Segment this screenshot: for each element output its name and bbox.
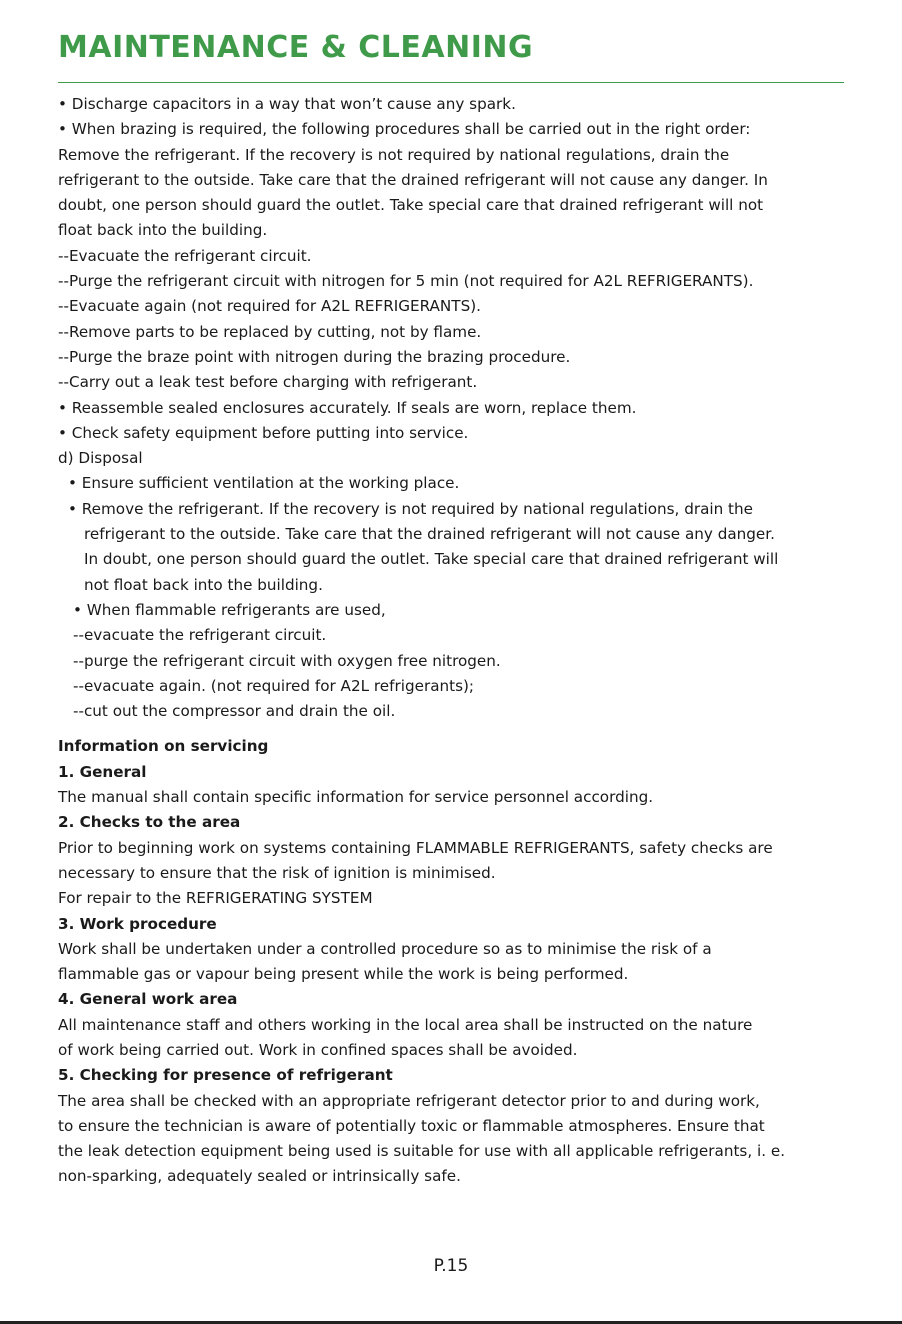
text-line: --purge the refrigerant circuit with oxygen free nitrogen.	[73, 651, 501, 670]
heading-checking-for-refrigerant: 5. Checking for presence of refrigerant	[58, 1066, 393, 1085]
text-line: • Remove the refrigerant. If the recovery is not required by national regulations, drain the	[68, 499, 753, 518]
text-line: --Carry out a leak test before charging with refrigerant.	[58, 373, 478, 392]
text-line: --evacuate again. (not required for A2L refrigerants);	[73, 676, 475, 695]
text-line: The manual shall contain specific information for service personnel according.	[58, 788, 654, 807]
text-line: • Check safety equipment before putting into service.	[58, 423, 469, 442]
text-line: --cut out the compressor and drain the oil.	[73, 702, 396, 721]
text-line: refrigerant to the outside. Take care that the drained refrigerant will not cause any danger.	[84, 525, 775, 544]
text-line: • Ensure sufficient ventilation at the working place.	[68, 474, 460, 493]
text-line: --evacuate the refrigerant circuit.	[73, 626, 327, 645]
text-line: Work shall be undertaken under a controlled procedure so as to minimise the risk of a	[58, 939, 712, 958]
page-number: P.15	[433, 1256, 469, 1276]
text-line: • Reassemble sealed enclosures accurately. If seals are worn, replace them.	[58, 398, 637, 417]
text-line: Prior to beginning work on systems containing FLAMMABLE REFRIGERANTS, safety checks are	[58, 838, 773, 857]
text-line: of work being carried out. Work in confined spaces shall be avoided.	[58, 1040, 578, 1059]
text-line: not float back into the building.	[84, 575, 323, 594]
text-line: necessary to ensure that the risk of ignition is minimised.	[58, 863, 496, 882]
text-line: Remove the refrigerant. If the recovery is not required by national regulations, drain the	[58, 145, 730, 164]
section-heading-disposal: d) Disposal	[58, 449, 143, 468]
text-line: • When flammable refrigerants are used,	[73, 600, 386, 619]
text-line: For repair to the REFRIGERATING SYSTEM	[58, 889, 373, 908]
text-line: • When brazing is required, the following procedures shall be carried out in the right order:	[58, 120, 751, 139]
text-line: flammable gas or vapour being present while the work is being performed.	[58, 965, 629, 984]
heading-checks-to-the-area: 2. Checks to the area	[58, 813, 241, 832]
heading-general: 1. General	[58, 762, 147, 781]
text-line: --Remove parts to be replaced by cutting, not by flame.	[58, 322, 482, 341]
text-line: All maintenance staff and others working in the local area shall be instructed on the nature	[58, 1015, 753, 1034]
heading-work-procedure: 3. Work procedure	[58, 914, 217, 933]
title-divider	[58, 82, 844, 83]
text-line: the leak detection equipment being used is suitable for use with all applicable refrigerants, i. e.	[58, 1142, 786, 1161]
heading-general-work-area: 4. General work area	[58, 990, 238, 1009]
text-line: refrigerant to the outside. Take care that the drained refrigerant will not cause any danger. In	[58, 170, 768, 189]
page-title: MAINTENANCE & CLEANING	[58, 30, 534, 65]
text-line: --Purge the braze point with nitrogen during the brazing procedure.	[58, 347, 571, 366]
text-line: to ensure the technician is aware of potentially toxic or flammable atmospheres. Ensure that	[58, 1116, 765, 1135]
text-line: In doubt, one person should guard the outlet. Take special care that drained refrigerant will	[84, 550, 779, 569]
text-line: The area shall be checked with an appropriate refrigerant detector prior to and during work,	[58, 1091, 760, 1110]
text-line: float back into the building.	[58, 221, 268, 240]
text-line: non-sparking, adequately sealed or intrinsically safe.	[58, 1167, 461, 1186]
text-line: --Purge the refrigerant circuit with nitrogen for 5 min (not required for A2L REFRIGERANTS).	[58, 272, 754, 291]
text-line: • Discharge capacitors in a way that won’t cause any spark.	[58, 95, 516, 113]
document-body	[58, 92, 848, 1190]
heading-information-on-servicing: Information on servicing	[58, 737, 269, 756]
text-line: --Evacuate the refrigerant circuit.	[58, 246, 312, 265]
text-line: --Evacuate again (not required for A2L REFRIGERANTS).	[58, 297, 481, 316]
text-line: doubt, one person should guard the outlet. Take special care that drained refrigerant will not	[58, 196, 764, 215]
